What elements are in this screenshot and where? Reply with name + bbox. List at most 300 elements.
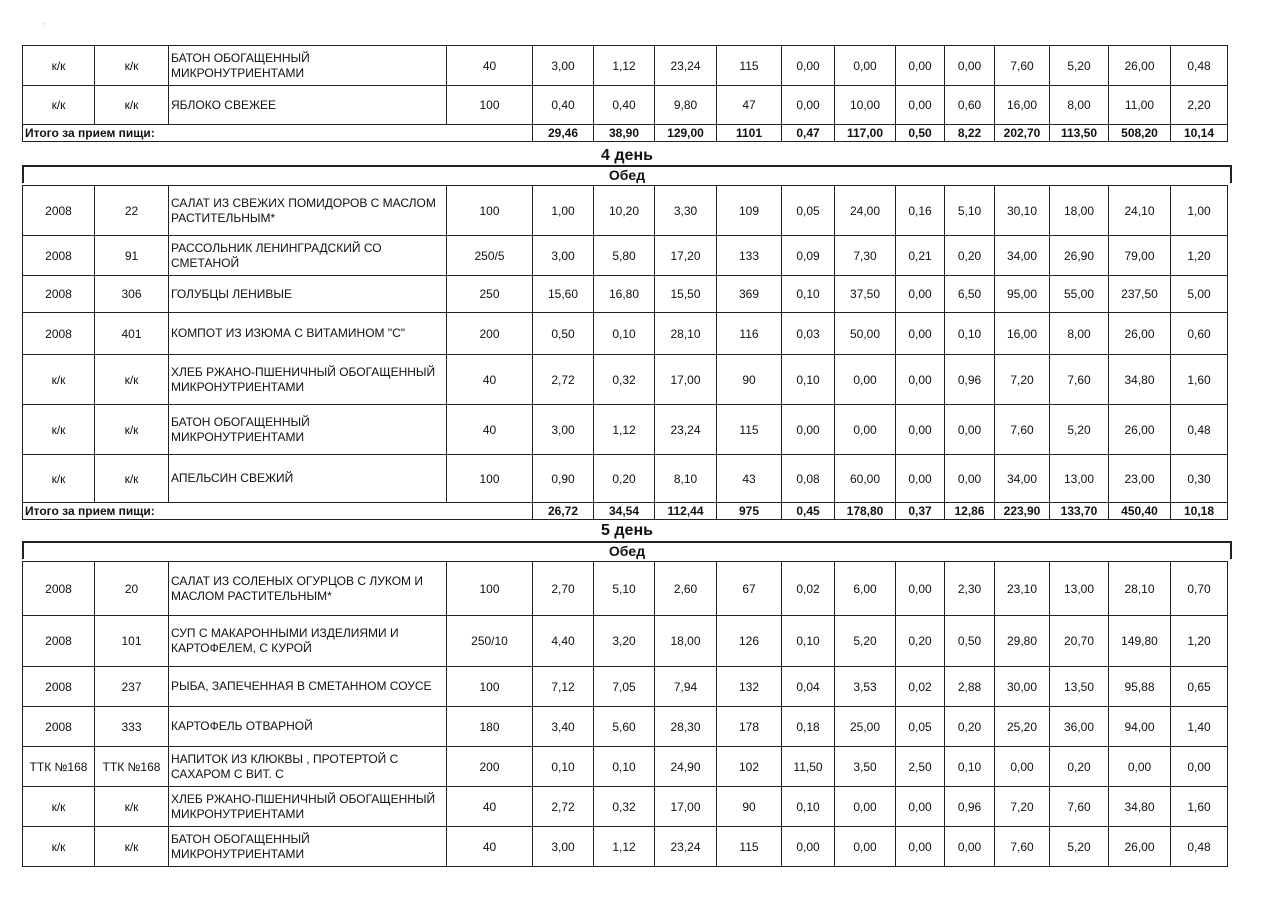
nutrient-value-cell: 3,00 [533, 236, 594, 276]
meal-total-value: 202,70 [995, 125, 1050, 142]
nutrient-value-cell: 7,30 [835, 236, 896, 276]
recipe-number-cell: 237 [95, 667, 169, 707]
recipe-collection-cell: ТТК №168 [23, 747, 95, 787]
portion-cell: 250/5 [447, 236, 533, 276]
meal-total-value: 975 [717, 503, 782, 520]
meal-total-value: 8,22 [945, 125, 995, 142]
recipe-collection-cell: 2008 [23, 562, 95, 616]
portion-cell: 180 [447, 707, 533, 747]
nutrient-value-cell: 25,00 [835, 707, 896, 747]
nutrient-value-cell: 0,21 [896, 236, 945, 276]
meal-total-value: 117,00 [835, 125, 896, 142]
nutrient-value-cell: 0,10 [782, 355, 835, 405]
nutrient-value-cell: 7,20 [995, 355, 1050, 405]
recipe-collection-cell: 2008 [23, 707, 95, 747]
meal-total-value: 38,90 [594, 125, 655, 142]
nutrient-value-cell: 20,70 [1050, 616, 1109, 667]
nutrient-value-cell: 5,20 [1050, 827, 1109, 867]
table-row [23, 186, 1228, 236]
nutrient-value-cell: 7,60 [995, 405, 1050, 455]
nutrient-value-cell: 34,80 [1109, 355, 1171, 405]
nutrient-value-cell: 25,20 [995, 707, 1050, 747]
table-row [23, 787, 1228, 827]
nutrient-value-cell: 24,00 [835, 186, 896, 236]
table-row [23, 46, 1228, 86]
nutrient-value-cell: 7,60 [1050, 355, 1109, 405]
nutrient-value-cell: 0,48 [1171, 405, 1228, 455]
nutrient-value-cell: 55,00 [1050, 276, 1109, 313]
meal-total-value: 0,50 [896, 125, 945, 142]
nutrient-value-cell: 0,10 [594, 313, 655, 355]
meal-total-value: 112,44 [655, 503, 717, 520]
nutrient-value-cell: 90 [717, 787, 782, 827]
nutrient-value-cell: 102 [717, 747, 782, 787]
dish-name-cell: СУП С МАКАРОННЫМИ ИЗДЕЛИЯМИ И КАРТОФЕЛЕМ, С КУРОЙ [169, 616, 447, 667]
meal-total-value: 0,45 [782, 503, 835, 520]
nutrient-value-cell: 2,20 [1171, 86, 1228, 125]
recipe-collection-cell: к/к [23, 355, 95, 405]
nutrient-value-cell: 0,96 [945, 787, 995, 827]
nutrient-value-cell: 0,10 [533, 747, 594, 787]
recipe-number-cell: 91 [95, 236, 169, 276]
meal-total-value: 508,20 [1109, 125, 1171, 142]
dish-name-cell: БАТОН ОБОГАЩЕННЫЙ МИКРОНУТРИЕНТАМИ [169, 827, 447, 867]
nutrient-value-cell: 0,40 [594, 86, 655, 125]
table-row [23, 355, 1228, 405]
nutrient-value-cell: 16,00 [995, 313, 1050, 355]
recipe-number-cell: к/к [95, 455, 169, 503]
nutrient-value-cell: 109 [717, 186, 782, 236]
dish-name-cell: НАПИТОК ИЗ КЛЮКВЫ , ПРОТЕРТОЙ С САХАРОМ С ВИТ. С [169, 747, 447, 787]
nutrient-value-cell: 0,05 [782, 186, 835, 236]
nutrient-value-cell: 0,00 [782, 46, 835, 86]
nutrient-value-cell: 0,04 [782, 667, 835, 707]
nutrient-value-cell: 0,90 [533, 455, 594, 503]
nutrient-value-cell: 36,00 [1050, 707, 1109, 747]
nutrient-value-cell: 0,08 [782, 455, 835, 503]
nutrient-value-cell: 43 [717, 455, 782, 503]
nutrient-value-cell: 26,00 [1109, 827, 1171, 867]
nutrient-value-cell: 3,40 [533, 707, 594, 747]
recipe-collection-cell: к/к [23, 455, 95, 503]
recipe-number-cell: к/к [95, 86, 169, 125]
nutrient-value-cell: 34,00 [995, 455, 1050, 503]
nutrient-value-cell: 1,00 [533, 186, 594, 236]
nutrient-value-cell: 0,10 [945, 747, 995, 787]
nutrient-value-cell: 0,02 [782, 562, 835, 616]
nutrient-value-cell: 26,00 [1109, 46, 1171, 86]
recipe-collection-cell: к/к [23, 827, 95, 867]
portion-cell: 40 [447, 46, 533, 86]
nutrient-value-cell: 34,80 [1109, 787, 1171, 827]
nutrient-value-cell: 0,20 [945, 707, 995, 747]
dish-name-cell: ЯБЛОКО СВЕЖЕЕ [169, 86, 447, 125]
nutrient-value-cell: 0,20 [1050, 747, 1109, 787]
nutrient-value-cell: 5,60 [594, 707, 655, 747]
table-row [23, 827, 1228, 867]
nutrient-value-cell: 5,20 [835, 616, 896, 667]
day-4-title: 4 день [601, 147, 653, 164]
nutrient-value-cell: 30,10 [995, 186, 1050, 236]
portion-cell: 100 [447, 667, 533, 707]
nutrient-value-cell: 4,40 [533, 616, 594, 667]
table-row [23, 276, 1228, 313]
nutrient-value-cell: 1,60 [1171, 355, 1228, 405]
meal-total-value: 0,47 [782, 125, 835, 142]
nutrient-value-cell: 2,50 [896, 747, 945, 787]
portion-cell: 40 [447, 787, 533, 827]
dish-name-cell: РЫБА, ЗАПЕЧЕННАЯ В СМЕТАННОМ СОУСЕ [169, 667, 447, 707]
nutrient-value-cell: 0,16 [896, 186, 945, 236]
nutrient-value-cell: 11,00 [1109, 86, 1171, 125]
nutrient-value-cell: 1,12 [594, 827, 655, 867]
recipe-number-cell: к/к [95, 355, 169, 405]
portion-cell: 200 [447, 313, 533, 355]
table-row [23, 236, 1228, 276]
dish-name-cell: КАРТОФЕЛЬ ОТВАРНОЙ [169, 707, 447, 747]
nutrient-value-cell: 1,20 [1171, 616, 1228, 667]
nutrient-value-cell: 0,00 [896, 276, 945, 313]
nutrient-value-cell: 132 [717, 667, 782, 707]
portion-cell: 100 [447, 186, 533, 236]
nutrient-value-cell: 17,00 [655, 355, 717, 405]
recipe-collection-cell: 2008 [23, 616, 95, 667]
portion-cell: 100 [447, 562, 533, 616]
recipe-collection-cell: 2008 [23, 186, 95, 236]
nutrient-value-cell: 126 [717, 616, 782, 667]
nutrient-value-cell: 0,05 [896, 707, 945, 747]
nutrient-value-cell: 1,60 [1171, 787, 1228, 827]
meal-total-value: 0,37 [896, 503, 945, 520]
nutrient-value-cell: 237,50 [1109, 276, 1171, 313]
nutrient-value-cell: 10,00 [835, 86, 896, 125]
portion-cell: 100 [447, 455, 533, 503]
nutrient-value-cell: 0,00 [945, 827, 995, 867]
nutrient-value-cell: 13,50 [1050, 667, 1109, 707]
nutrient-value-cell: 16,80 [594, 276, 655, 313]
portion-cell: 100 [447, 86, 533, 125]
meal-total-value: 1101 [717, 125, 782, 142]
nutrient-value-cell: 3,00 [533, 46, 594, 86]
nutrient-value-cell: 1,12 [594, 405, 655, 455]
nutrient-value-cell: 3,30 [655, 186, 717, 236]
nutrient-value-cell: 0,50 [533, 313, 594, 355]
nutrient-value-cell: 3,50 [835, 747, 896, 787]
meal-total-value: 223,90 [995, 503, 1050, 520]
nutrient-value-cell: 3,53 [835, 667, 896, 707]
nutrient-value-cell: 0,18 [782, 707, 835, 747]
nutrient-value-cell: 17,00 [655, 787, 717, 827]
scan-speck: ' [44, 22, 46, 31]
dish-name-cell: РАССОЛЬНИК ЛЕНИНГРАДСКИЙ СО СМЕТАНОЙ [169, 236, 447, 276]
portion-cell: 250 [447, 276, 533, 313]
nutrient-value-cell: 0,00 [782, 827, 835, 867]
table-row [23, 667, 1228, 707]
nutrient-value-cell: 0,00 [782, 405, 835, 455]
recipe-number-cell: к/к [95, 405, 169, 455]
table-row [23, 707, 1228, 747]
meal-total-value: 12,86 [945, 503, 995, 520]
recipe-number-cell: 22 [95, 186, 169, 236]
nutrient-value-cell: 0,00 [945, 405, 995, 455]
meal-total-value: 133,70 [1050, 503, 1109, 520]
nutrient-value-cell: 0,03 [782, 313, 835, 355]
nutrient-value-cell: 23,10 [995, 562, 1050, 616]
recipe-collection-cell: 2008 [23, 236, 95, 276]
nutrient-value-cell: 26,90 [1050, 236, 1109, 276]
nutrient-value-cell: 0,32 [594, 787, 655, 827]
nutrient-value-cell: 0,20 [594, 455, 655, 503]
nutrient-value-cell: 0,96 [945, 355, 995, 405]
table-row [23, 616, 1228, 667]
nutrient-value-cell: 2,70 [533, 562, 594, 616]
dish-name-cell: ХЛЕБ РЖАНО-ПШЕНИЧНЫЙ ОБОГАЩЕННЫЙ МИКРОНУТРИЕНТАМИ [169, 355, 447, 405]
table-row [23, 562, 1228, 616]
nutrient-value-cell: 7,05 [594, 667, 655, 707]
nutrient-value-cell: 50,00 [835, 313, 896, 355]
portion-cell: 40 [447, 827, 533, 867]
meal-total-label: Итого за прием пищи: [23, 503, 533, 520]
meal-total-value: 113,50 [1050, 125, 1109, 142]
dish-name-cell: БАТОН ОБОГАЩЕННЫЙ МИКРОНУТРИЕНТАМИ [169, 405, 447, 455]
nutrient-value-cell: 6,50 [945, 276, 995, 313]
nutrient-value-cell: 29,80 [995, 616, 1050, 667]
nutrient-value-cell: 24,10 [1109, 186, 1171, 236]
recipe-collection-cell: к/к [23, 787, 95, 827]
nutrient-value-cell: 79,00 [1109, 236, 1171, 276]
nutrient-value-cell: 9,80 [655, 86, 717, 125]
nutrient-value-cell: 0,00 [945, 455, 995, 503]
nutrient-value-cell: 47 [717, 86, 782, 125]
nutrient-value-cell: 0,00 [835, 355, 896, 405]
recipe-number-cell: ТТК №168 [95, 747, 169, 787]
nutrient-value-cell: 0,00 [896, 313, 945, 355]
nutrient-value-cell: 94,00 [1109, 707, 1171, 747]
nutrient-value-cell: 0,50 [945, 616, 995, 667]
recipe-collection-cell: к/к [23, 405, 95, 455]
nutrient-value-cell: 0,00 [896, 355, 945, 405]
nutrient-value-cell: 0,00 [1109, 747, 1171, 787]
nutrient-value-cell: 0,00 [896, 405, 945, 455]
dish-name-cell: САЛАТ ИЗ СВЕЖИХ ПОМИДОРОВ С МАСЛОМ РАСТИТЕЛЬНЫМ* [169, 186, 447, 236]
nutrient-value-cell: 369 [717, 276, 782, 313]
nutrient-value-cell: 17,20 [655, 236, 717, 276]
recipe-number-cell: 333 [95, 707, 169, 747]
nutrient-value-cell: 0,00 [896, 827, 945, 867]
nutrient-value-cell: 7,60 [995, 46, 1050, 86]
menu-table-continuation [22, 45, 1228, 142]
meal-total-value: 29,46 [533, 125, 594, 142]
nutrient-value-cell: 0,00 [835, 46, 896, 86]
nutrient-value-cell: 90 [717, 355, 782, 405]
recipe-collection-cell: 2008 [23, 667, 95, 707]
nutrient-value-cell: 23,00 [1109, 455, 1171, 503]
nutrient-value-cell: 26,00 [1109, 313, 1171, 355]
nutrient-value-cell: 0,32 [594, 355, 655, 405]
nutrient-value-cell: 0,10 [782, 616, 835, 667]
recipe-number-cell: 401 [95, 313, 169, 355]
nutrient-value-cell: 178 [717, 707, 782, 747]
nutrient-value-cell: 0,70 [1171, 562, 1228, 616]
menu-table-day-5 [22, 561, 1228, 867]
nutrient-value-cell: 2,72 [533, 355, 594, 405]
portion-cell: 250/10 [447, 616, 533, 667]
nutrient-value-cell: 0,00 [835, 787, 896, 827]
portion-cell: 200 [447, 747, 533, 787]
recipe-number-cell: 306 [95, 276, 169, 313]
meal-total-value: 10,18 [1171, 503, 1228, 520]
nutrient-value-cell: 6,00 [835, 562, 896, 616]
nutrient-value-cell: 0,10 [594, 747, 655, 787]
nutrient-value-cell: 2,72 [533, 787, 594, 827]
nutrient-value-cell: 23,24 [655, 46, 717, 86]
nutrient-value-cell: 115 [717, 405, 782, 455]
nutrient-value-cell: 0,30 [1171, 455, 1228, 503]
meal-total-value: 450,40 [1109, 503, 1171, 520]
meal-total-value: 10,14 [1171, 125, 1228, 142]
nutrient-value-cell: 34,00 [995, 236, 1050, 276]
nutrient-value-cell: 0,00 [896, 46, 945, 86]
nutrient-value-cell: 28,30 [655, 707, 717, 747]
meal-total-value: 178,80 [835, 503, 896, 520]
table-row [23, 313, 1228, 355]
nutrient-value-cell: 5,00 [1171, 276, 1228, 313]
nutrient-value-cell: 2,60 [655, 562, 717, 616]
recipe-number-cell: 20 [95, 562, 169, 616]
recipe-number-cell: к/к [95, 46, 169, 86]
nutrient-value-cell: 37,50 [835, 276, 896, 313]
nutrient-value-cell: 0,48 [1171, 827, 1228, 867]
nutrient-value-cell: 7,60 [1050, 787, 1109, 827]
nutrient-value-cell: 0,00 [835, 405, 896, 455]
nutrient-value-cell: 13,00 [1050, 455, 1109, 503]
nutrient-value-cell: 0,00 [896, 455, 945, 503]
day-5-title: 5 день [601, 522, 653, 539]
nutrient-value-cell: 0,10 [782, 276, 835, 313]
nutrient-value-cell: 0,09 [782, 236, 835, 276]
nutrient-value-cell: 16,00 [995, 86, 1050, 125]
nutrient-value-cell: 0,00 [896, 562, 945, 616]
nutrient-value-cell: 5,20 [1050, 46, 1109, 86]
nutrient-value-cell: 23,24 [655, 827, 717, 867]
nutrient-value-cell: 8,00 [1050, 313, 1109, 355]
nutrient-value-cell: 2,88 [945, 667, 995, 707]
nutrient-value-cell: 116 [717, 313, 782, 355]
nutrient-value-cell: 7,20 [995, 787, 1050, 827]
meal-total-value: 26,72 [533, 503, 594, 520]
nutrient-value-cell: 1,00 [1171, 186, 1228, 236]
nutrient-value-cell: 26,00 [1109, 405, 1171, 455]
table-row [23, 405, 1228, 455]
dish-name-cell: АПЕЛЬСИН СВЕЖИЙ [169, 455, 447, 503]
nutrient-value-cell: 0,02 [896, 667, 945, 707]
recipe-collection-cell: к/к [23, 86, 95, 125]
nutrient-value-cell: 3,00 [533, 405, 594, 455]
nutrient-value-cell: 5,10 [594, 562, 655, 616]
nutrient-value-cell: 11,50 [782, 747, 835, 787]
recipe-collection-cell: к/к [23, 46, 95, 86]
nutrient-value-cell: 5,10 [945, 186, 995, 236]
nutrient-value-cell: 0,10 [945, 313, 995, 355]
nutrient-value-cell: 115 [717, 46, 782, 86]
portion-cell: 40 [447, 405, 533, 455]
dish-name-cell: ГОЛУБЦЫ ЛЕНИВЫЕ [169, 276, 447, 313]
nutrient-value-cell: 24,90 [655, 747, 717, 787]
nutrient-value-cell: 28,10 [1109, 562, 1171, 616]
nutrient-value-cell: 0,00 [896, 86, 945, 125]
nutrient-value-cell: 5,80 [594, 236, 655, 276]
nutrient-value-cell: 28,10 [655, 313, 717, 355]
nutrient-value-cell: 149,80 [1109, 616, 1171, 667]
nutrient-value-cell: 1,40 [1171, 707, 1228, 747]
nutrient-value-cell: 13,00 [1050, 562, 1109, 616]
nutrient-value-cell: 0,10 [782, 787, 835, 827]
nutrient-value-cell: 0,20 [945, 236, 995, 276]
nutrient-value-cell: 133 [717, 236, 782, 276]
nutrient-value-cell: 7,94 [655, 667, 717, 707]
dish-name-cell: САЛАТ ИЗ СОЛЕНЫХ ОГУРЦОВ С ЛУКОМ И МАСЛОМ РАСТИТЕЛЬНЫМ* [169, 562, 447, 616]
nutrient-value-cell: 0,00 [995, 747, 1050, 787]
nutrient-value-cell: 0,40 [533, 86, 594, 125]
nutrient-value-cell: 60,00 [835, 455, 896, 503]
table-row [23, 86, 1228, 125]
nutrient-value-cell: 0,00 [945, 46, 995, 86]
nutrient-value-cell: 15,60 [533, 276, 594, 313]
nutrient-value-cell: 8,00 [1050, 86, 1109, 125]
nutrient-value-cell: 18,00 [1050, 186, 1109, 236]
nutrient-value-cell: 115 [717, 827, 782, 867]
dish-name-cell: ХЛЕБ РЖАНО-ПШЕНИЧНЫЙ ОБОГАЩЕННЫЙ МИКРОНУТРИЕНТАМИ [169, 787, 447, 827]
nutrient-value-cell: 23,24 [655, 405, 717, 455]
nutrient-value-cell: 0,48 [1171, 46, 1228, 86]
nutrient-value-cell: 3,00 [533, 827, 594, 867]
dish-name-cell: КОМПОТ ИЗ ИЗЮМА С ВИТАМИНОМ "С" [169, 313, 447, 355]
nutrient-value-cell: 7,60 [995, 827, 1050, 867]
menu-table-day-4 [22, 185, 1228, 520]
nutrient-value-cell: 95,00 [995, 276, 1050, 313]
nutrient-value-cell: 8,10 [655, 455, 717, 503]
table-row [23, 455, 1228, 503]
nutrient-value-cell: 67 [717, 562, 782, 616]
nutrient-value-cell: 1,12 [594, 46, 655, 86]
meal-total-row [23, 503, 1228, 520]
nutrient-value-cell: 10,20 [594, 186, 655, 236]
nutrient-value-cell: 18,00 [655, 616, 717, 667]
nutrient-value-cell: 0,60 [945, 86, 995, 125]
recipe-number-cell: к/к [95, 787, 169, 827]
portion-cell: 40 [447, 355, 533, 405]
meal-total-value: 34,54 [594, 503, 655, 520]
meal-total-row [23, 125, 1228, 142]
nutrient-value-cell: 0,00 [782, 86, 835, 125]
recipe-collection-cell: 2008 [23, 313, 95, 355]
recipe-number-cell: к/к [95, 827, 169, 867]
nutrient-value-cell: 0,20 [896, 616, 945, 667]
nutrient-value-cell: 0,00 [835, 827, 896, 867]
day-5-meal-title: Обед [22, 541, 1232, 559]
nutrient-value-cell: 7,12 [533, 667, 594, 707]
recipe-collection-cell: 2008 [23, 276, 95, 313]
recipe-number-cell: 101 [95, 616, 169, 667]
nutrient-value-cell: 15,50 [655, 276, 717, 313]
nutrient-value-cell: 5,20 [1050, 405, 1109, 455]
nutrient-value-cell: 0,60 [1171, 313, 1228, 355]
day-4-meal-title: Обед [22, 165, 1232, 183]
nutrient-value-cell: 3,20 [594, 616, 655, 667]
meal-total-label: Итого за прием пищи: [23, 125, 533, 142]
nutrient-value-cell: 0,00 [1171, 747, 1228, 787]
nutrient-value-cell: 2,30 [945, 562, 995, 616]
